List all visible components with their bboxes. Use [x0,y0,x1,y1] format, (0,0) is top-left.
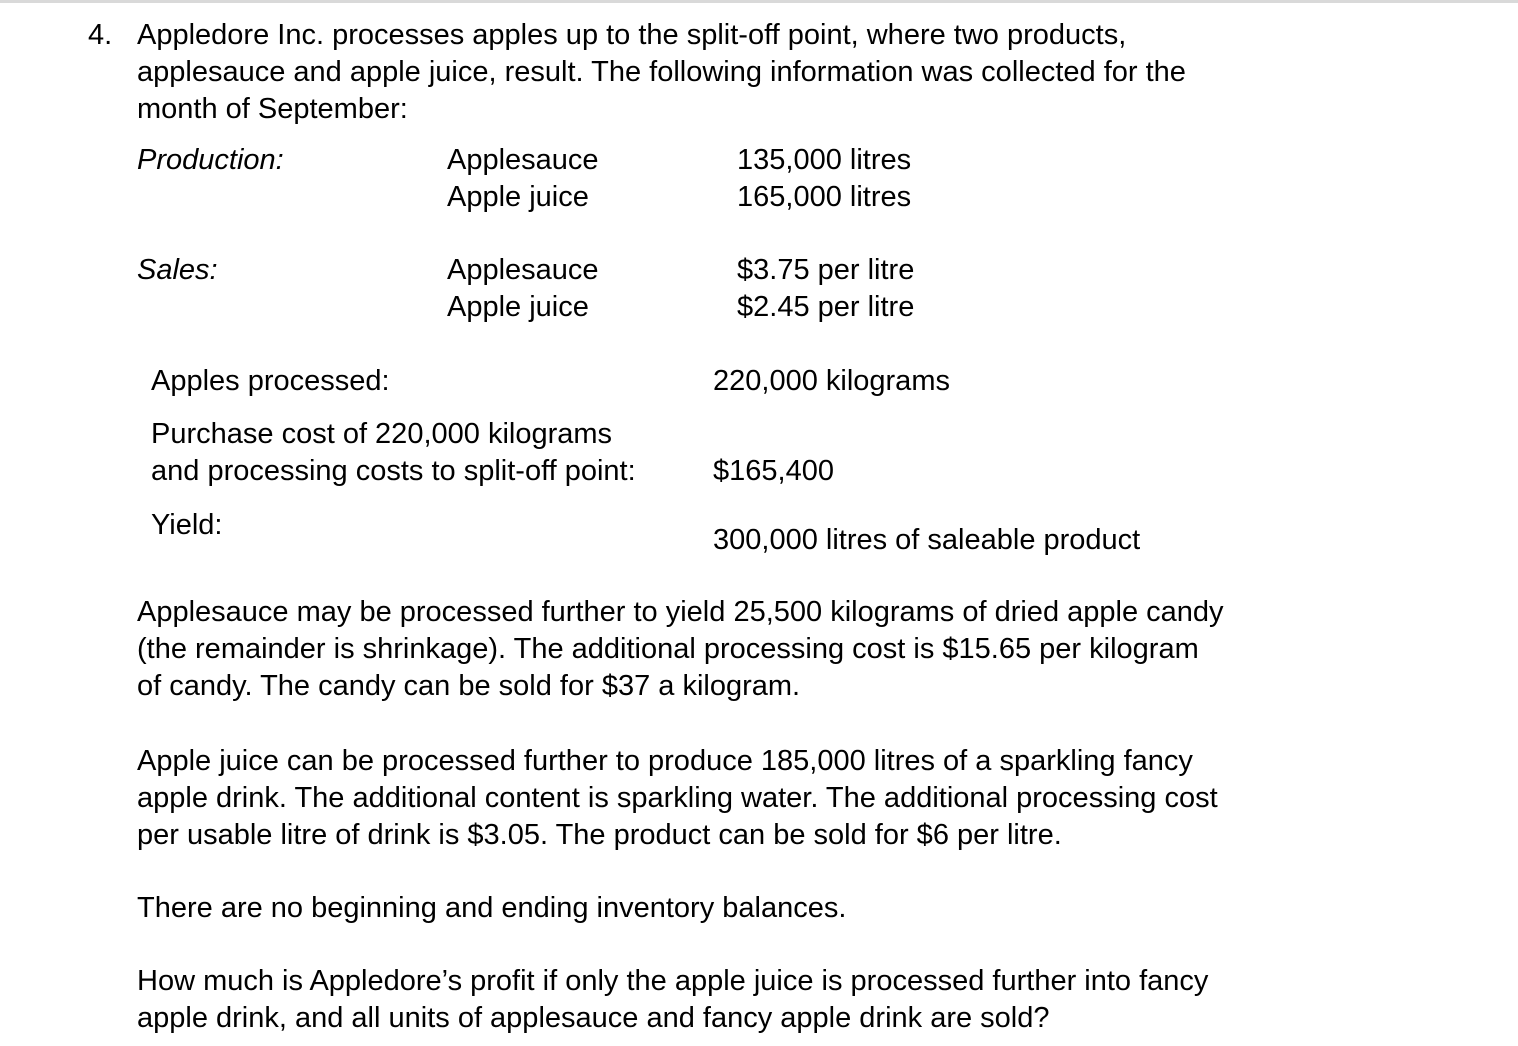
yield-label: Yield: [151,509,223,541]
apples-processed-value: 220,000 kilograms [713,365,950,397]
production-products [447,142,599,216]
sales-product: Applesauce [447,254,599,286]
inventory-paragraph [137,890,1357,927]
paragraph-line: How much is Appledore’s profit if only the apple juice is processed further into fancy [137,965,1209,997]
purchase-cost-value: $165,400 [713,455,834,487]
paragraph-line: Apple juice can be processed further to produce 185,000 litres of a sparkling fancy [137,745,1193,777]
applesauce-further-paragraph [137,594,1357,705]
production-value: 135,000 litres [737,144,912,176]
sales-value: $3.75 per litre [737,254,915,286]
intro-line: applesauce and apple juice, result. The following information was collected for the [137,56,1186,88]
problem-number: 4. [88,19,113,51]
top-divider [0,0,1518,3]
paragraph-line: Applesauce may be processed further to yield 25,500 kilograms of dried apple candy [137,596,1224,628]
purchase-cost-label [151,416,636,490]
purchase-cost-line: Purchase cost of 220,000 kilograms [151,418,613,450]
problem-intro [137,17,1186,128]
apples-processed-label: Apples processed: [151,365,390,397]
paragraph-line: apple drink. The additional content is sparkling water. The additional processing cost [137,782,1218,814]
paragraph-line: of candy. The candy can be sold for $37 a kilogram. [137,670,801,702]
production-values [737,142,911,216]
intro-line: month of September: [137,93,408,125]
sales-products [447,252,599,326]
paragraph-line: apple drink, and all units of applesauce and fancy apple drink are sold? [137,1002,1050,1034]
sales-product: Apple juice [447,291,589,323]
juice-further-paragraph [137,743,1357,854]
yield-value: 300,000 litres of saleable product [713,524,1141,556]
production-label: Production: [137,144,284,176]
sales-value: $2.45 per litre [737,291,915,323]
paragraph-line: (the remainder is shrinkage). The additional processing cost is $15.65 per kilogram [137,633,1199,665]
paragraph-line: per usable litre of drink is $3.05. The product can be sold for $6 per litre. [137,819,1062,851]
question-paragraph [137,963,1357,1037]
production-product: Apple juice [447,181,589,213]
sales-values [737,252,914,326]
sales-label: Sales: [137,254,218,286]
production-product: Applesauce [447,144,599,176]
production-value: 165,000 litres [737,181,912,213]
purchase-cost-line: and processing costs to split-off point: [151,455,636,487]
intro-line: Appledore Inc. processes apples up to the split-off point, where two products, [137,19,1127,51]
paragraph-line: There are no beginning and ending inventory balances. [137,892,847,924]
